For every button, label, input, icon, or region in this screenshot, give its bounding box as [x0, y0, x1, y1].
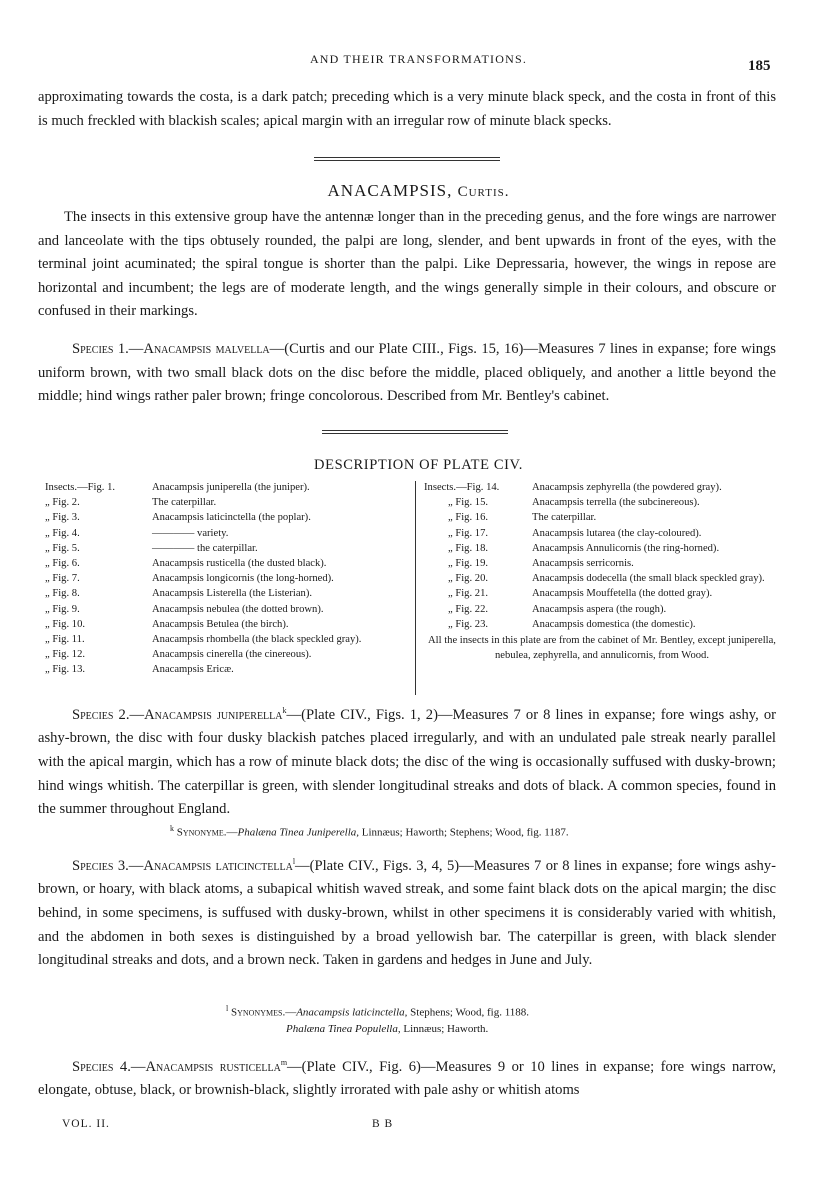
- plate-column-divider: [415, 481, 416, 695]
- fig-number: „ Fig. 9.: [45, 603, 80, 615]
- footnote-line: [226, 1001, 746, 1021]
- footnote-marker: l: [292, 857, 296, 866]
- fig-caption: Anacampsis rusticella (the dusted black).: [152, 558, 327, 570]
- species-1-entry: [38, 338, 776, 409]
- footnote-authorities: Linnæus; Haworth.: [403, 1022, 489, 1035]
- species-4-label: Species 4.—Anacampsis rusticella: [72, 1058, 281, 1075]
- plate-entry: [424, 541, 780, 556]
- plate-entry: [45, 602, 407, 617]
- fig-caption: ———— the caterpillar.: [152, 542, 258, 554]
- plate-entry: [424, 556, 780, 571]
- fig-caption: Anacampsis Ericæ.: [152, 664, 234, 676]
- plate-entry: [424, 510, 780, 525]
- fig-number: „ Fig. 17.: [448, 527, 489, 539]
- plate-entry: [424, 495, 780, 510]
- fig-caption: Anacampsis aspera (the rough).: [532, 603, 667, 615]
- plate-entry: [424, 617, 780, 632]
- fig-number: „ Fig. 15.: [448, 497, 489, 509]
- fig-caption: Anacampsis zephyrella (the powdered gray).: [532, 482, 722, 493]
- fig-number: Insects.—Fig. 1.: [45, 482, 116, 493]
- fig-number: „ Fig. 3.: [45, 512, 80, 524]
- species-3-entry: [38, 850, 776, 973]
- genus-author: Curtis.: [457, 184, 510, 200]
- fig-caption: Anacampsis rhombella (the black speckled gray).: [152, 634, 362, 646]
- plate-divider: [322, 430, 508, 434]
- genus-name: ANACAMPSIS,: [327, 181, 453, 200]
- running-head: AND THEIR TRANSFORMATIONS.: [309, 52, 528, 66]
- fig-number: „ Fig. 20.: [448, 573, 489, 585]
- plate-entry: [45, 632, 407, 647]
- intro-paragraph: approximating towards the costa, is a dark patch; preceding which is a very minute black speck, and the costa in front of this is much freckled with blackish scales; apical margin with an irregular row of minute black specks.: [38, 89, 776, 129]
- genus-description: The insects in this extensive group have the antennæ longer than in the preceding genus, and the fore wings are narrower and lanceolate with the tips obtusely rounded, the palpi are long, slender, and bent upwards in front of the eyes, with the terminal joint acuminated; the spiral tongue is shorter than the palpi. Like Depressaria, however, the wings in repose are horizontal and incumbent; the legs are of moderate length, and the wings generally simple in their colours, and obscure or confused in their markings.: [38, 209, 776, 320]
- plate-entry: [45, 586, 407, 601]
- fig-caption: Anacampsis Betulea (the birch).: [152, 618, 289, 630]
- footnote-label: Synonyme.—: [176, 826, 238, 839]
- plate-entry: [45, 526, 407, 541]
- footnote-synonym: Anacampsis laticinctella,: [296, 1006, 408, 1019]
- species-3-text: —(Plate CIV., Figs. 3, 4, 5)—Measures 7 or 8 lines in expanse; fore wings ashy-brown, or hoary, with black atoms, a subapical whitish waved streak, and some faint black dots on the apical margin; the disc behind, in some specimens, is suffused with dusky-brown, whilst in other specimens it is considerably varied with whitish, and the abdomen in both sexes is distinguished by a broad yellowish bar. The caterpillar is green, with black slender longitudinal streaks and dots, and a brown neck. Taken in gardens and hedges in June and July.: [38, 857, 776, 969]
- fig-number: „ Fig. 12.: [45, 649, 86, 661]
- plate-title: DESCRIPTION OF PLATE CIV.: [314, 457, 523, 473]
- plate-list-right: [424, 480, 780, 663]
- footnote-marker: k: [170, 824, 174, 833]
- fig-number: „ Fig. 19.: [448, 558, 489, 570]
- plate-entry: [45, 617, 407, 632]
- fig-number: „ Fig. 18.: [448, 542, 489, 554]
- fig-caption: Anacampsis dodecella (the small black speckled gray).: [532, 573, 765, 585]
- fig-caption: Anacampsis longicornis (the long-horned).: [152, 573, 334, 585]
- plate-entry: [45, 571, 407, 586]
- section-divider: [314, 157, 500, 161]
- plate-entry: [45, 480, 407, 495]
- fig-number: „ Fig. 16.: [448, 512, 489, 524]
- footnote-synonym: Phalæna Tinea Juniperella,: [237, 826, 360, 839]
- footnote-authorities: Stephens; Wood, fig. 1188.: [410, 1006, 530, 1019]
- species-4-text: —(Plate CIV., Fig. 6)—Measures 9 or 10 lines in expanse; fore wings narrow, elongate, obtuse, black, or brownish-black, slightly irrorated with pale ashy or whitish atoms: [38, 1058, 776, 1099]
- plate-entry: [424, 526, 780, 541]
- fig-caption: Anacampsis terrella (the subcinereous).: [532, 497, 700, 509]
- footnote-line: [226, 1021, 746, 1037]
- plate-entry: [424, 571, 780, 586]
- species-2-entry: [38, 699, 776, 822]
- species-1-label: Species 1.—Anacampsis malvella: [72, 341, 270, 357]
- fig-number: „ Fig. 8.: [45, 588, 80, 600]
- fig-caption: Anacampsis serricornis.: [532, 558, 634, 570]
- footnote-label: Synonymes.—: [230, 1006, 297, 1019]
- plate-entry: [45, 647, 407, 662]
- plate-list-left: [45, 480, 407, 678]
- plate-entry: [424, 480, 780, 495]
- plate-source-note: All the insects in this plate are from the cabinet of Mr. Bentley, except juniperella, nebulea, zephyrella, and annulicornis, from Wood.: [428, 635, 776, 662]
- fig-caption: The caterpillar.: [152, 497, 217, 509]
- fig-number: „ Fig. 5.: [45, 542, 80, 554]
- plate-entry: [424, 602, 780, 617]
- fig-number: „ Fig. 21.: [448, 588, 489, 600]
- fig-number: „ Fig. 11.: [45, 634, 85, 646]
- fig-number: „ Fig. 7.: [45, 573, 80, 585]
- fig-number: „ Fig. 2.: [45, 497, 80, 509]
- fig-number: „ Fig. 6.: [45, 558, 80, 570]
- plate-entry: [45, 662, 407, 677]
- fig-caption: Anacampsis lutarea (the clay-coloured).: [532, 527, 702, 539]
- footnote-synonym: Phalæna Tinea Populella,: [286, 1022, 401, 1035]
- fig-caption: Anacampsis domestica (the domestic).: [532, 618, 696, 630]
- species-4-entry: [38, 1051, 776, 1103]
- plate-entry: [45, 556, 407, 571]
- fig-number: „ Fig. 22.: [448, 603, 489, 615]
- footnote-authorities: Linnæus; Haworth; Stephens; Wood, fig. 1187.: [361, 826, 569, 839]
- species-2-text: —(Plate CIV., Figs. 1, 2)—Measures 7 or 8 lines in expanse; fore wings ashy, or ashy-brown, the disc with four dusky blackish patches placed irregularly, and with an undulated pale streak nearly parallel with the apical margin, which has a row of minute black dots; the disc of the wing is occasionally suffused with dusky-brown; hind wings whitish. The caterpillar is green, with slender longitudinal streaks and dots of black. A common species, found in the summer throughout England.: [38, 706, 776, 818]
- plate-entry: [45, 510, 407, 525]
- fig-caption: Anacampsis nebulea (the dotted brown).: [152, 603, 324, 615]
- fig-caption: Anacampsis Mouffetella (the dotted gray).: [532, 588, 713, 600]
- fig-number: „ Fig. 10.: [45, 618, 86, 630]
- footnote-marker: l: [226, 1004, 229, 1013]
- genus-heading: [0, 181, 837, 201]
- volume-label: VOL. II.: [62, 1118, 110, 1130]
- plate-entry: [45, 541, 407, 556]
- fig-caption: Anacampsis Annulicornis (the ring-horned).: [532, 542, 720, 554]
- footnote-k: [170, 821, 770, 841]
- fig-caption: Anacampsis juniperella (the juniper).: [152, 482, 310, 493]
- fig-caption: Anacampsis cinerella (the cinereous).: [152, 649, 312, 661]
- fig-caption: The caterpillar.: [532, 512, 597, 524]
- plate-entry: [45, 495, 407, 510]
- fig-number: „ Fig. 23.: [448, 618, 489, 630]
- species-2-label: Species 2.—Anacampsis juniperella: [72, 706, 283, 723]
- species-3-label: Species 3.—Anacampsis laticinctella: [72, 857, 293, 874]
- footnote-l: [226, 1001, 746, 1037]
- plate-entry: [424, 586, 780, 601]
- page-number: 185: [748, 58, 771, 74]
- footnote-marker: m: [280, 1058, 288, 1067]
- footnote-marker: k: [282, 706, 287, 715]
- fig-number: „ Fig. 13.: [45, 664, 86, 676]
- signature-mark: B B: [372, 1118, 394, 1130]
- fig-caption: Anacampsis laticinctella (the poplar).: [152, 512, 311, 524]
- fig-caption: Anacampsis Listerella (the Listerian).: [152, 588, 313, 600]
- species-1-text: —(Curtis and our Plate CIII., Figs. 15, 16)—Measures 7 lines in expanse; fore wings uniform brown, with two small black dots on the disc before the middle, placed obliquely, and another a little beyond the middle; hind wings rather paler brown; fringe concolorous. Described from Mr. Bentley's cabinet.: [38, 341, 776, 405]
- fig-number: „ Fig. 4.: [45, 527, 80, 539]
- fig-caption: ———— variety.: [152, 527, 229, 539]
- fig-number: Insects.—Fig. 14.: [424, 482, 500, 493]
